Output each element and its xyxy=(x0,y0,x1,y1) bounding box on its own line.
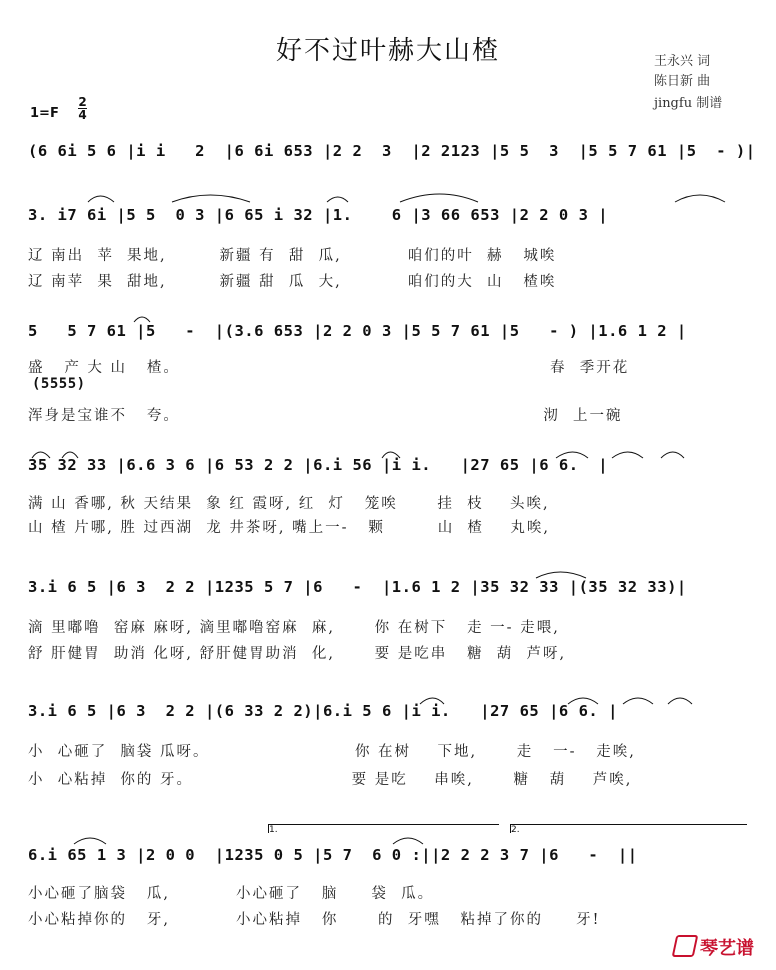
slur-marks-7 xyxy=(28,832,748,846)
score-line-1: (6 6i 5 6 |i i 2 |6 6i 653 |2 2 3 |2 2123 |5 5 3 |5 5 7 61 |5 - )| xyxy=(28,142,756,160)
lyric-line-7a: 小心砸了脑袋 瓜, 小心砸了 脑 袋 瓜。 xyxy=(28,886,435,902)
lyricist-credit: 王永兴 词 xyxy=(654,54,711,69)
lyric-line-3b: 浑身是宝谁不 夸。 沏 上一碗 xyxy=(28,408,623,424)
slur-marks-2 xyxy=(80,190,770,204)
lyric-line-2b: 辽 南苹 果 甜地, 新疆 甜 瓜 大, 咱们的大 山 楂唉 xyxy=(28,274,557,290)
alt-phrase-notes: (5555) xyxy=(32,376,86,392)
logo-icon xyxy=(672,935,699,957)
lyric-line-5b: 舒 肝健胃 助消 化呀, 舒肝健胃助消 化, 要 是吃串 糖 葫 芦呀, xyxy=(28,646,567,662)
score-line-5: 3.i 6 5 |6 3 2 2 |1235 5 7 |6 - |1.6 1 2 |35 32 33 |(35 32 33)| xyxy=(28,578,687,596)
lyric-line-2a: 辽 南出 苹 果地, 新疆 有 甜 瓜, 咱们的叶 赫 城唉 xyxy=(28,248,557,264)
lyric-line-3a: 盛 产 大 山 楂。 春 季开花 xyxy=(28,360,630,376)
score-line-4: 35 32 33 |6.6 3 6 |6 53 2 2 |6.i 56 |i i. |27 65 |6 6. | xyxy=(28,456,609,474)
lyric-line-6a: 小 心砸了 脑袋 瓜呀。 你 在树 下地, 走 一- 走唉, xyxy=(28,744,636,760)
site-logo xyxy=(674,934,754,960)
lyric-line-7b: 小心粘掉你的 牙, 小心粘掉 你 的 牙嘿 粘掉了你的 牙! xyxy=(28,912,601,928)
score-line-7: 6.i 65 1 3 |2 0 0 |1235 0 5 |5 7 6 0 :||2 2 2 3 7 |6 - || xyxy=(28,846,638,864)
score-line-6: 3.i 6 5 |6 3 2 2 |(6 33 2 2)|6.i 5 6 |i i. |27 65 |6 6. | xyxy=(28,702,618,720)
time-signature-bottom: 4 xyxy=(78,108,87,122)
composer-credit: 陈日新 曲 xyxy=(654,74,711,89)
watermark-text: 琴艺谱 xyxy=(700,938,754,959)
arranger-credit: jingfu 制谱 xyxy=(654,96,723,111)
second-ending-label: 2. xyxy=(511,825,520,835)
lyric-line-4a: 满 山 香哪, 秋 天结果 象 红 霞呀, 红 灯 笼唉 挂 枝 头唉, xyxy=(28,496,550,512)
key-signature: 1=F xyxy=(30,106,59,121)
first-ending-label: 1. xyxy=(269,825,278,835)
score-line-3: 5 5 7 61 |5 - |(3.6 653 |2 2 0 3 |5 5 7 61 |5 - ) |1.6 1 2 | xyxy=(28,322,687,340)
time-signature xyxy=(78,96,87,121)
song-title: 好不过叶赫大山楂 xyxy=(275,36,500,66)
lyric-line-6b: 小 心粘掉 你的 牙。 要 是吃 串唉, 糖 葫 芦唉, xyxy=(28,772,633,788)
lyric-line-5a: 滴 里嘟噜 窑麻 麻呀, 滴里嘟噜窑麻 麻, 你 在树下 走 一- 走喂, xyxy=(28,620,560,636)
lyric-line-4b: 山 楂 片哪, 胜 过西湖 龙 井茶呀, 嘴上一- 颗 山 楂 丸唉, xyxy=(28,520,550,536)
score-line-2: 3. i7 6i |5 5 0 3 |6 65 i 32 |1. 6 |3 66 653 |2 2 0 3 | xyxy=(28,206,609,224)
time-signature-top: 2 xyxy=(78,95,87,109)
